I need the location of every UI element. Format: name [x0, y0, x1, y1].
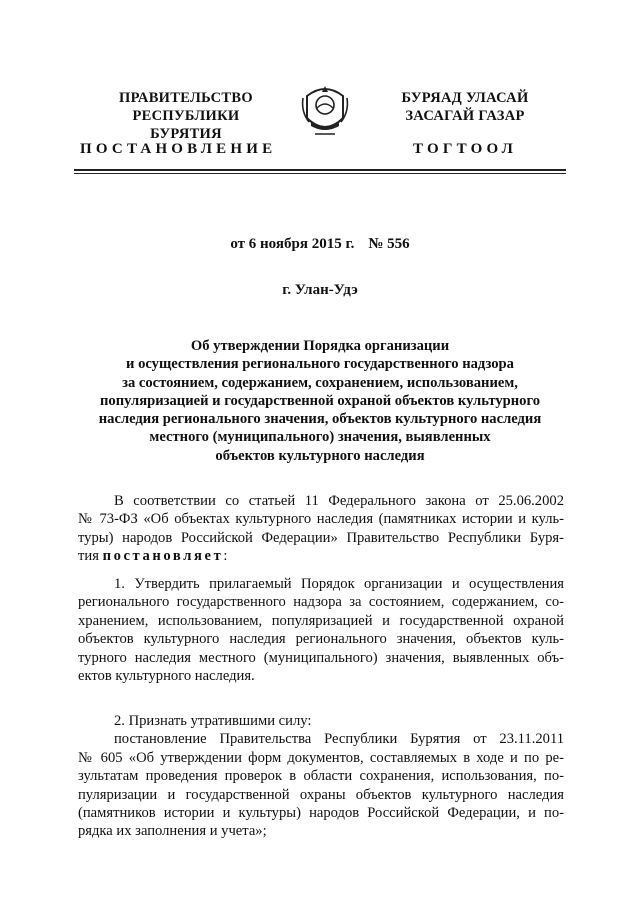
decree-word: постановляет: [102, 548, 224, 565]
body-line: В соответствии со статьей 11 Федерального закона от 25.06.2002: [114, 493, 564, 509]
government-header-ru-line2: РЕСПУБЛИКИ БУРЯТИЯ: [132, 108, 240, 142]
decree-title: [70, 337, 570, 465]
decree-date: от 6 ноября 2015 г.: [230, 236, 355, 252]
body-line: регионального государственного надзора за состоянием, содержанием, со-: [78, 594, 564, 611]
body-line: туры) народов Российской Федерации» Правительство Республики Буря-: [78, 529, 564, 546]
title-line: объектов культурного наследия: [215, 447, 425, 464]
title-line: и осуществления регионального государственного надзора: [126, 356, 514, 373]
government-header-bua: [392, 89, 538, 125]
body-line: [78, 547, 564, 565]
title-line: наследия регионального значения, объектов культурного наследия: [98, 411, 542, 428]
decree-city: г. Улан-Удэ: [282, 282, 358, 298]
preamble-prefix: тия: [78, 548, 103, 565]
preamble-suffix: :: [223, 548, 228, 565]
body-line: пуляризации и государственной охраны объектов культурного наследия: [78, 786, 564, 803]
decree-number: № 556: [368, 236, 410, 252]
government-header-ru-line1: ПРАВИТЕЛЬСТВО: [119, 90, 253, 106]
body-line: № 605 «Об утверждении форм документов, составляемых в ходе и по ре-: [78, 749, 564, 766]
body-line: (памятников истории и культуры) народов Российской Федерации, и по-: [78, 805, 564, 822]
title-line: Об утверждении Порядка организации: [190, 338, 450, 354]
body-line: турного наследия местного (муниципального) значения, выявленных объ-: [78, 649, 564, 666]
government-header-bua-line2: ЗАСАГАЙ ГАЗАР: [405, 108, 525, 124]
body-line: № 73-ФЗ «Об объектах культурного наследия (памятниках истории и куль-: [78, 511, 564, 528]
header-divider-thick: [74, 169, 566, 171]
title-line: популяризацией и государственной охраной объектов культурного: [99, 392, 541, 409]
item-1-paragraph: [78, 575, 564, 685]
body-line: рядка их заполнения и учета»;: [78, 823, 267, 840]
header-divider-thin: [74, 173, 566, 174]
title-line: за состоянием, содержанием, сохранением, использованием,: [122, 374, 518, 391]
doc-type-ru: ПОСТАНОВЛЕНИЕ: [80, 141, 277, 157]
item-2-paragraph: [78, 712, 564, 841]
body-line: хранением, использованием, популяризацией и государственной охраной: [78, 612, 564, 629]
body-line: ектов культурного наследия.: [78, 668, 255, 685]
body-line: объектов культурного наследия регионального значения, объектов куль-: [78, 631, 564, 648]
doc-type-bua: ТОГТООЛ: [413, 141, 517, 157]
body-line: 1. Утвердить прилагаемый Порядок организации и осуществления: [114, 576, 564, 592]
body-line: зультатам проведения проверок в области сохранения, использования, по-: [78, 768, 564, 785]
body-line: постановление Правительства Республики Бурятия от 23.11.2011: [114, 731, 564, 748]
government-header-bua-line1: БУРЯАД УЛАСАЙ: [401, 90, 529, 106]
decree-date-line: [0, 236, 640, 253]
government-header-ru: [96, 89, 276, 143]
title-line: местного (муниципального) значения, выявленных: [149, 429, 491, 446]
coat-of-arms-icon: [297, 78, 353, 140]
item-2-heading: 2. Признать утратившими силу:: [114, 713, 312, 729]
preamble-paragraph: [78, 492, 564, 566]
